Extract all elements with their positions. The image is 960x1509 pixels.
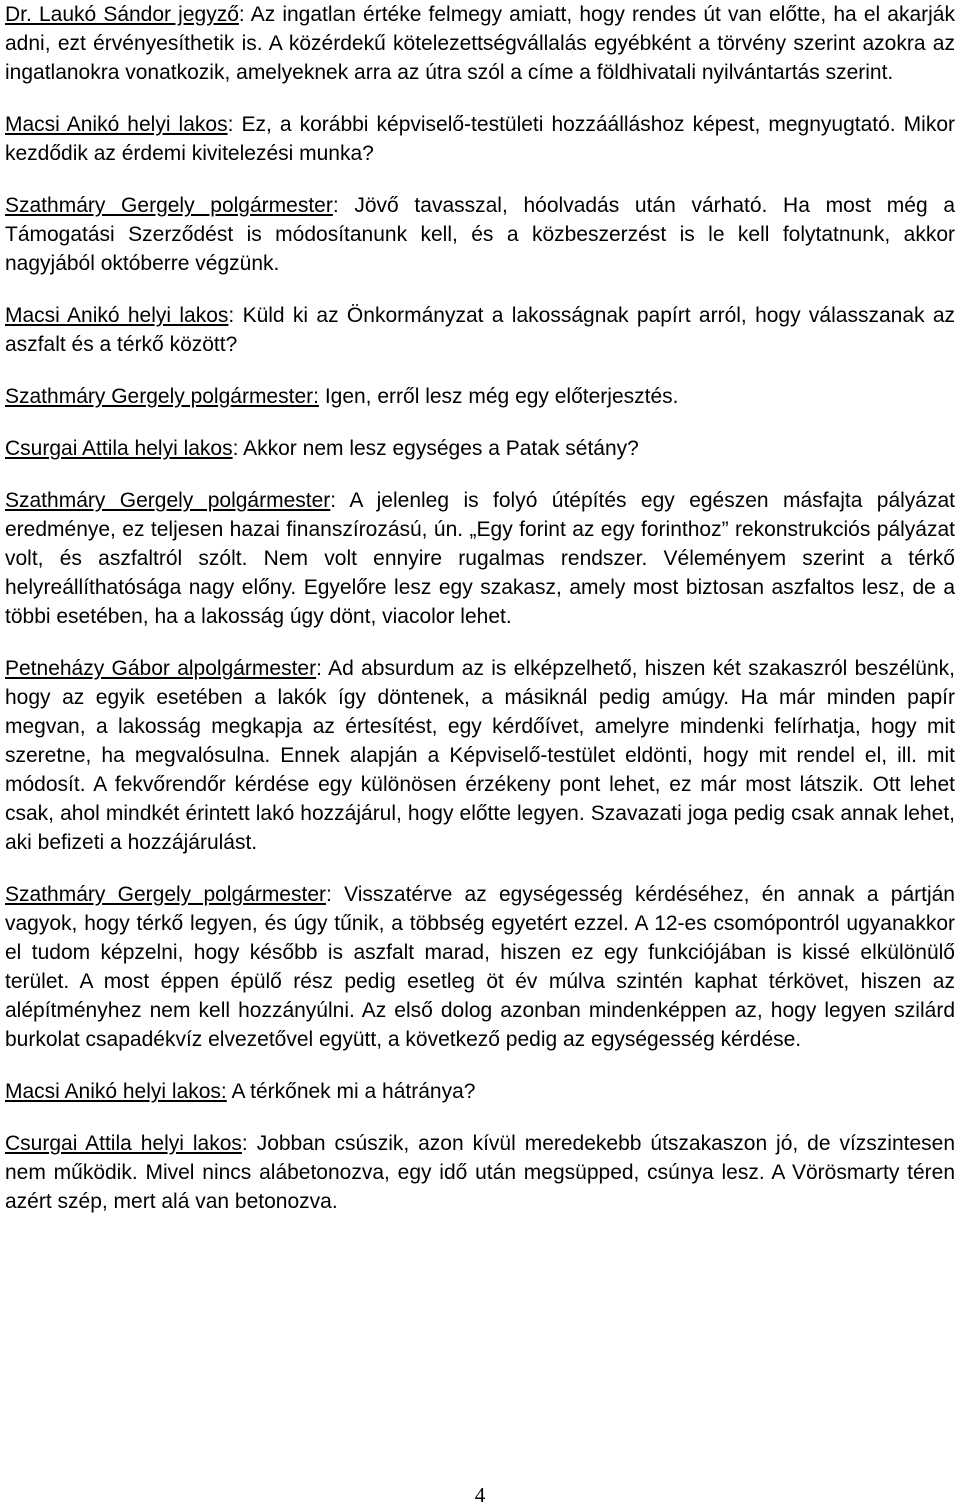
paragraph-text: Jövő tavasszal, hóolvadás után várható. Ha most még a Támogatási Szerződést is módosítanunk kell, és a közbeszerzést is le kell folytatnunk, akkor nagyjából októberre végzünk. [5,194,956,275]
paragraph-petnehazy [5,654,955,857]
paragraph-text: Visszatérve az egységesség kérdéséhez, én annak a pártján vagyok, hogy térkő legyen, és úgy tűnik, a többség egyetért ezzel. A 12-es csomópontról ugyanakkor el tudom képzelni, hogy később is aszfalt marad, hiszen ez egy funkciójában is kissé elkülönülő terület. A most éppen épülő rész pedig esetleg öt év múlva szintén kaphat térkövet, hiszen az alépítményhez nem kell hozzányúlni. Az első dolog azonban mindenképpen az, hogy legyen szilárd burkolat csapadékvíz elvezetővel együtt, a következő pedig az egységesség kérdése. [5,883,955,1051]
speaker-name: Csurgai Attila helyi lakos [5,437,233,460]
speaker-name: Macsi Anikó helyi lakos [5,113,228,136]
speaker-separator: : [332,194,355,217]
speaker-separator: : [238,3,251,26]
paragraph-text: A térkőnek mi a hátránya? [231,1080,476,1103]
paragraph-text: Ez, a korábbi képviselő-testületi hozzáálláshoz képest, megnyugtató. Mikor kezdődik az érdemi kivitelezési munka? [5,113,955,165]
paragraph-macsi-2 [5,301,955,359]
speaker-separator: : [241,1132,257,1155]
paragraph-lauko [5,0,955,87]
speaker-name: Dr. Laukó Sándor jegyző [5,3,239,26]
paragraph-text: Ad absurdum az is elképzelhető, hiszen két szakaszról beszélünk, hogy az egyik esetében a lakók így döntenek, a másiknál pedig amúgy. Ha már minden papír megvan, a lakosság megkapja az értesítést, egy kérdőívet, amelyre mindenki felírhatja, hogy mit szeretne, ha megvalósulna. Ennek alapján a Képviselő-testület eldönti, hogy mit rendel el, ill. mit módosít. A fekvőrendőr kérdése egy különösen érzékeny pont lehet, ez már most látszik. Ott lehet csak, ahol mindkét érintett lakó hozzájárul, hogy előtte legyen. Szavazati joga pedig csak annak lehet, aki befizeti a hozzájárulást. [5,657,955,854]
speaker-name: Szathmáry Gergely polgármester [5,194,333,217]
paragraph-text: Az ingatlan értéke felmegy amiatt, hogy rendes út van előtte, ha el akarják adni, ezt érvényesíthetik is. A közérdekű kötelezettségvállalás egyébként a törvény szerint azokra az ingatlanokra vonatkozik, amelyeknek arra az útra szól a címe a földhivatali nyilvántartás szerint. [5,3,955,84]
document-page [5,0,955,1239]
speaker-name: Szathmáry Gergely polgármester: [5,385,319,408]
speaker-separator: : [326,883,345,906]
paragraph-macsi-1 [5,110,955,168]
speaker-name: Szathmáry Gergely polgármester [5,489,331,512]
paragraph-macsi-3 [5,1077,955,1106]
speaker-separator: : [227,113,242,136]
speaker-name: Szathmáry Gergely polgármester [5,883,326,906]
paragraph-csurgai-1 [5,434,955,463]
speaker-separator: : [330,489,350,512]
paragraph-text: Akkor nem lesz egységes a Patak sétány? [243,437,639,460]
paragraph-szathmary-2 [5,382,955,411]
page-number: 4 [474,1483,486,1507]
paragraph-text: Küld ki az Önkormányzat a lakosságnak papírt arról, hogy válasszanak az aszfalt és a térkő között? [5,304,956,356]
speaker-name: Csurgai Attila helyi lakos [5,1132,242,1155]
paragraph-csurgai-2 [5,1129,955,1216]
speaker-separator: : [228,304,243,327]
paragraph-szathmary-4 [5,880,955,1054]
paragraph-szathmary-3 [5,486,955,631]
paragraph-text: Jobban csúszik, azon kívül meredekebb útszakaszon jó, de vízszintesen nem működik. Mivel nincs alábetonozva, egy idő után megsüpped, csúnya lesz. A Vörösmarty téren azért szép, mert alá van betonozva. [5,1132,956,1213]
paragraph-text: A jelenleg is folyó útépítés egy egészen másfajta pályázat eredménye, ez teljesen hazai finanszírozású, ún. „Egy forint az egy forinthoz” rekonstrukciós pályázat volt, és aszfaltról szólt. Nem volt ennyire rugalmas rendszer. Véleményem szerint a térkő helyreállíthatósága nagy előny. Egyelőre lesz egy szakasz, amely most biztosan aszfaltos lesz, de a többi esetében, ha a lakosság úgy dönt, viacolor lehet. [5,489,955,628]
paragraph-text: Igen, erről lesz még egy előterjesztés. [324,385,679,408]
speaker-separator: : [232,437,244,460]
speaker-name: Macsi Anikó helyi lakos: [5,1080,227,1103]
speaker-name: Petneházy Gábor alpolgármester [5,657,317,680]
speaker-name: Macsi Anikó helyi lakos [5,304,229,327]
paragraph-szathmary-1 [5,191,955,278]
speaker-separator: : [316,657,329,680]
